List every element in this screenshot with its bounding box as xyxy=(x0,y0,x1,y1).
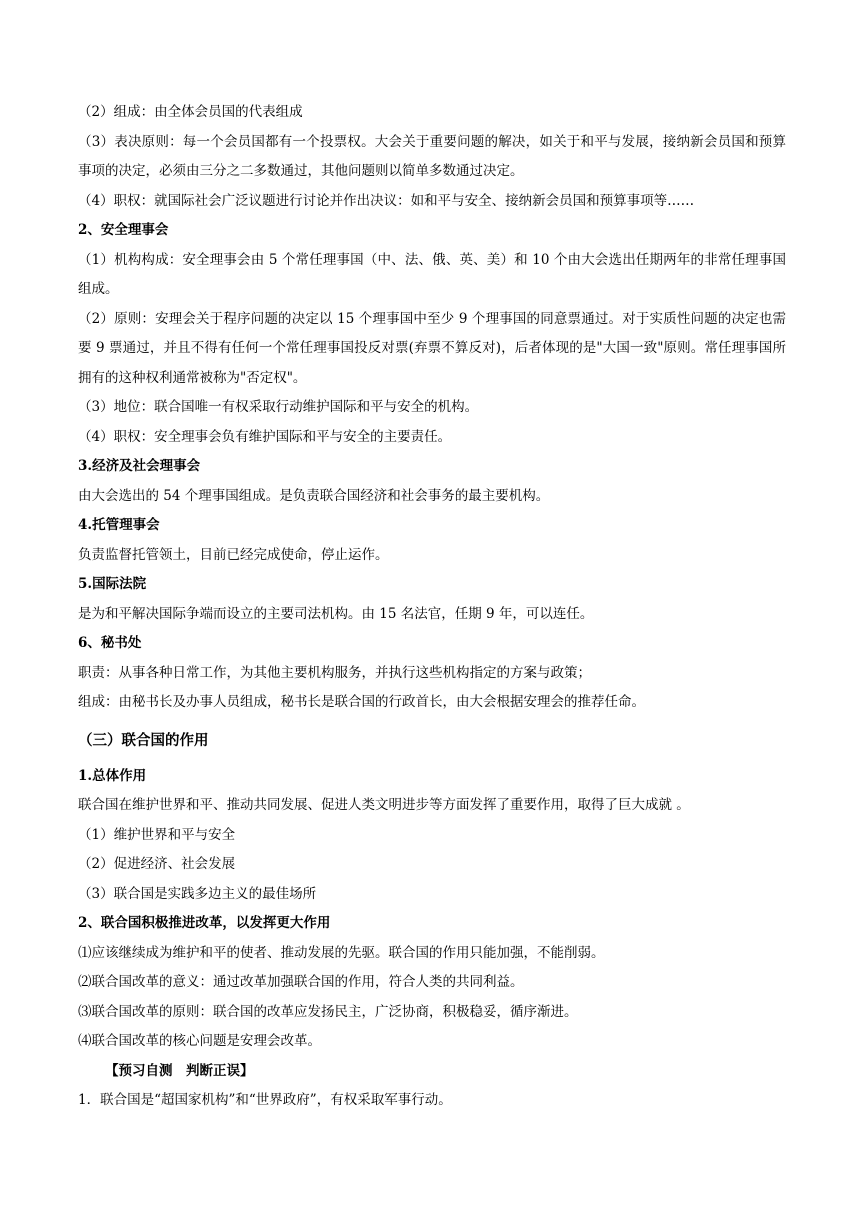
section-heading: 3.经济及社会理事会 xyxy=(78,458,201,474)
text-line: 是为和平解决国际争端而设立的主要司法机构。由 15 名法官，任期 9 年，可以连任。 xyxy=(78,605,594,622)
text-line: 负责监督托管领土，目前已经完成使命，停止运作。 xyxy=(78,546,389,563)
text-line: 职责：从事各种日常工作，为其他主要机构服务，并执行这些机构指定的方案与政策； xyxy=(78,664,591,681)
text-line: 由大会选出的 54 个理事国组成。是负责联合国经济和社会事务的最主要机构。 xyxy=(78,487,550,504)
section-heading: 4.托管理事会 xyxy=(78,517,160,533)
section-heading: 2、安全理事会 xyxy=(78,222,169,238)
text-line: （1）维护世界和平与安全 xyxy=(78,826,236,843)
text-paragraph: （3）表决原则：每一个会员国都有一个投票权。大会关于重要问题的解决，如关于和平与发展，接纳新会员国和预算事项的决定，必须由三分之二多数通过，其他问题则以简单多数通过决定。 xyxy=(78,133,786,179)
text-line: 联合国在维护世界和平、推动共同发展、促进人类文明进步等方面发挥了重要作用，取得了巨大成就 。 xyxy=(78,797,690,813)
section-heading: 6、秘书处 xyxy=(78,635,142,651)
text-line: ⑷联合国改革的核心问题是安理会改革。 xyxy=(78,1033,321,1049)
question-item: 1．联合国是“超国家机构”和“世界政府”，有权采取军事行动。 xyxy=(78,1092,452,1108)
chapter-title: （三）联合国的作用 xyxy=(78,732,209,749)
text-paragraph: （1）机构构成：安全理事会由 5 个常任理事国（中、法、俄、英、美）和 10 个由大会选出任期两年的非常任理事国组成。 xyxy=(78,251,786,297)
text-line: （2）组成：由全体会员国的代表组成 xyxy=(78,104,303,120)
text-line: （3）地位：联合国唯一有权采取行动维护国际和平与安全的机构。 xyxy=(78,399,479,415)
section-heading: 1.总体作用 xyxy=(78,767,147,784)
preview-title: 【预习自测 判断正误】 xyxy=(105,1062,254,1079)
text-line: （3）联合国是实践多边主义的最佳场所 xyxy=(78,885,317,902)
text-line: ⑴应该继续成为维护和平的使者、推动发展的先驱。联合国的作用只能加强，不能削弱。 xyxy=(78,944,605,961)
text-paragraph: （2）原则：安理会关于程序问题的决定以 15 个理事国中至少 9 个理事国的同意票通过。对于实质性问题的决定也需要 9 票通过，并且不得有任何一个常任理事国投反对票(弃票不算反对)，后者体现的是"大国一致"原则。常任理事国所拥有的这种权利通常被称为"否定权"。 xyxy=(78,310,786,386)
document-page xyxy=(78,98,786,1116)
text-line: （4）职权：就国际社会广泛议题进行讨论并作出决议：如和平与安全、接纳新会员国和预算事项等…… xyxy=(78,192,695,209)
section-heading: 5.国际法院 xyxy=(78,576,147,592)
text-line: （4）职权：安全理事会负有维护国际和平与安全的主要责任。 xyxy=(78,428,452,445)
text-line: ⑵联合国改革的意义：通过改革加强联合国的作用，符合人类的共同利益。 xyxy=(78,974,524,990)
text-line: ⑶联合国改革的原则：联合国的改革应发扬民主，广泛协商，积极稳妥，循序渐进。 xyxy=(78,1003,578,1020)
text-line: 组成：由秘书长及办事人员组成，秘书长是联合国的行政首长，由大会根据安理会的推荐任命。 xyxy=(78,694,645,710)
section-heading: 2、联合国积极推进改革，以发挥更大作用 xyxy=(78,915,331,931)
text-line: （2）促进经济、社会发展 xyxy=(78,856,236,872)
